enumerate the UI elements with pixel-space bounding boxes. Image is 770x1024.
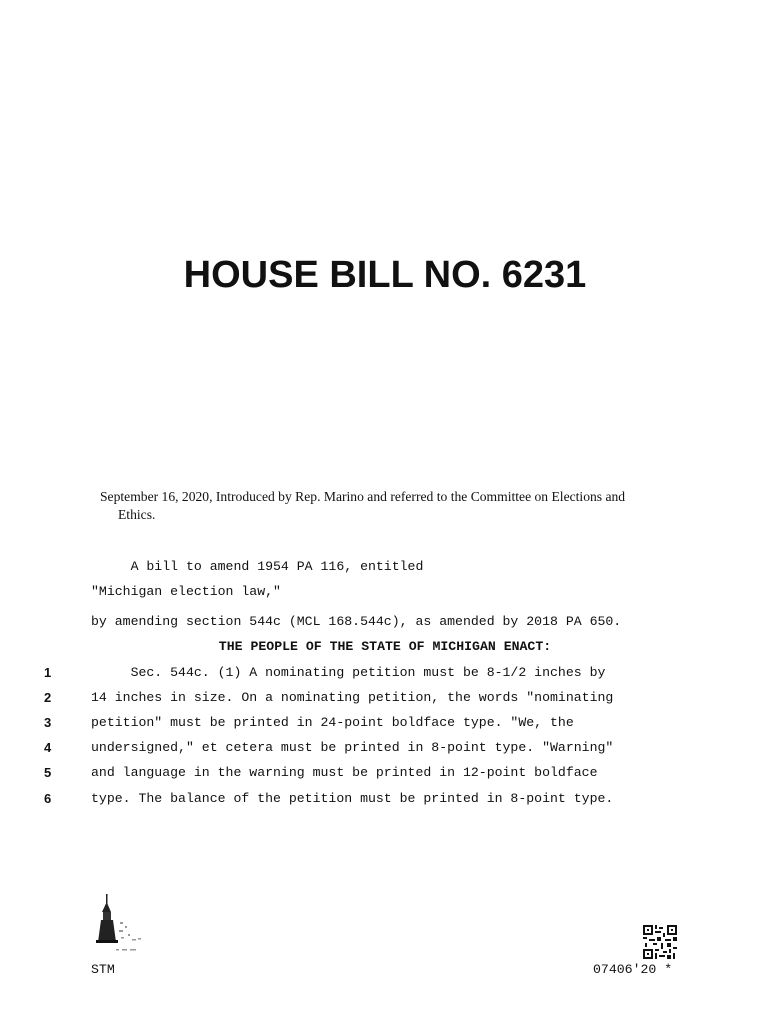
line-number: 3 (44, 715, 52, 730)
introduction-note (100, 488, 670, 524)
body-line: undersigned," et cetera must be printed in 8-point type. "Warning" (91, 740, 614, 755)
line-number: 1 (44, 665, 52, 680)
preamble-line-a: A bill to amend 1954 PA 116, entitled (91, 559, 424, 574)
preamble-line-b: "Michigan election law," (91, 584, 281, 599)
body-line: and language in the warning must be printed in 12-point boldface (91, 765, 598, 780)
body-line: type. The balance of the petition must be printed in 8-point type. (91, 791, 614, 806)
footer-drafter-initials: STM (91, 962, 115, 977)
introduction-line-1: September 16, 2020, Introduced by Rep. Marino and referred to the Committee on Elections and (100, 489, 626, 504)
footer-document-code: 07406'20 * (593, 962, 673, 977)
capitol-seal-icon (92, 892, 148, 952)
bill-title: HOUSE BILL NO. 6231 (183, 254, 587, 296)
preamble-line-c: by amending section 544c (MCL 168.544c), as amended by 2018 PA 650. (91, 614, 622, 629)
introduction-line-2: Ethics. (118, 507, 156, 522)
body-line: petition" must be printed in 24-point boldface type. "We, the (91, 715, 574, 730)
line-number: 2 (44, 690, 52, 705)
line-number: 6 (44, 791, 52, 806)
body-line: Sec. 544c. (1) A nominating petition must be 8-1/2 inches by (91, 665, 606, 680)
enacting-clause: THE PEOPLE OF THE STATE OF MICHIGAN ENACT: (218, 639, 552, 654)
qr-code-icon (643, 925, 677, 959)
body-line: 14 inches in size. On a nominating petition, the words "nominating (91, 690, 614, 705)
line-number: 4 (44, 740, 52, 755)
line-number: 5 (44, 765, 52, 780)
